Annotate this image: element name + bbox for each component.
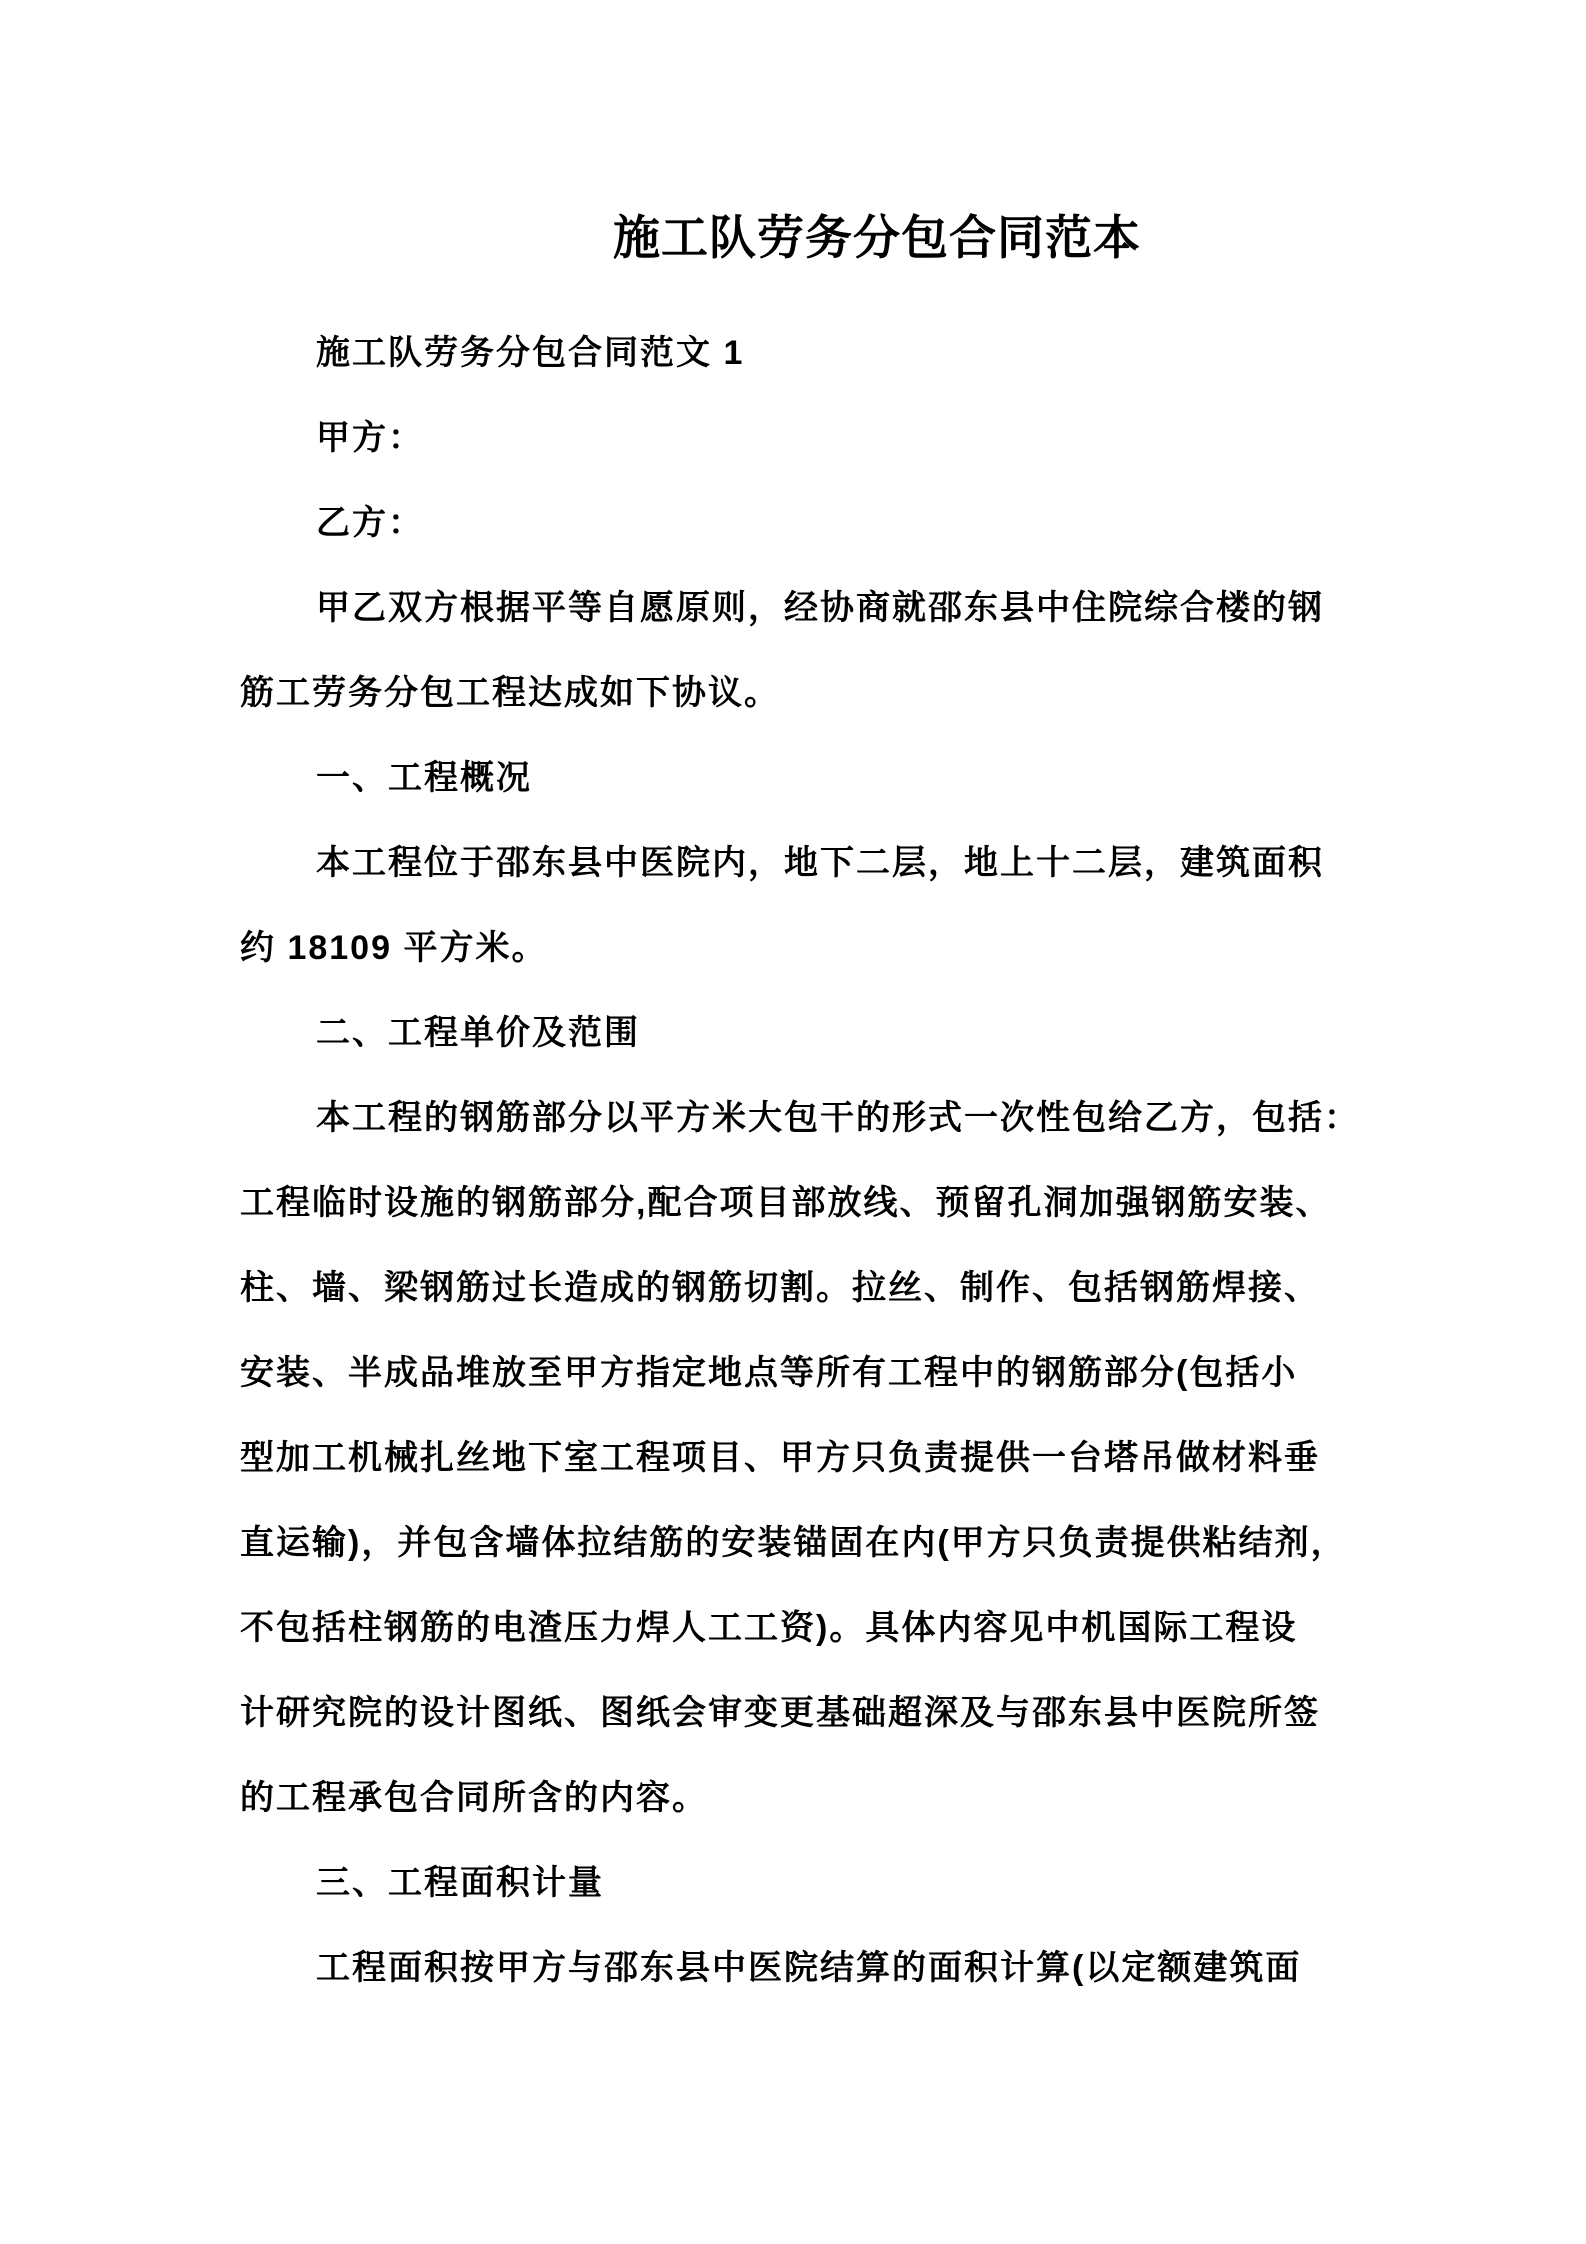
paragraph — [240, 736, 1430, 821]
paragraph-line: 工程面积按甲方与邵东县中医院结算的面积计算(以定额建筑面 — [316, 1948, 1302, 1987]
paragraph-line: 柱、墙、梁钢筋过长造成的钢筋切割。拉丝、制作、包括钢筋焊接、 — [240, 1268, 1320, 1307]
paragraph-line: 直运输)，并包含墙体拉结筋的安装锚固在内(甲方只负责提供粘结剂， — [240, 1523, 1347, 1562]
document-body — [240, 311, 1430, 2011]
paragraph-line: 甲乙双方根据平等自愿原则，经协商就邵东县中住院综合楼的钢 — [316, 588, 1324, 627]
document-title: 施工队劳务分包合同范本 — [613, 211, 1141, 264]
paragraph-line: 型加工机械扎丝地下室工程项目、甲方只负责提供一台塔吊做材料垂 — [240, 1438, 1320, 1477]
paragraph-line: 的工程承包合同所含的内容。 — [240, 1778, 708, 1817]
paragraph — [240, 821, 1430, 991]
paragraph-line: 安装、半成品堆放至甲方指定地点等所有工程中的钢筋部分(包括小 — [240, 1353, 1298, 1392]
paragraph-line: 工程临时设施的钢筋部分,配合项目部放线、预留孔洞加强钢筋安装、 — [240, 1183, 1332, 1222]
paragraph — [240, 1841, 1430, 1926]
paragraph-line: 甲方： — [316, 418, 424, 457]
paragraph-line: 本工程的钢筋部分以平方米大包干的形式一次性包给乙方，包括： — [316, 1098, 1360, 1137]
paragraph-line: 一、工程概况 — [316, 758, 532, 797]
paragraph — [240, 311, 1430, 396]
paragraph-line: 乙方： — [316, 503, 424, 542]
paragraph-line: 施工队劳务分包合同范文 1 — [316, 333, 745, 372]
paragraph-line: 本工程位于邵东县中医院内，地下二层，地上十二层，建筑面积 — [316, 843, 1324, 882]
paragraph-line: 不包括柱钢筋的电渣压力焊人工工资)。具体内容见中机国际工程设 — [240, 1608, 1298, 1647]
paragraph-line: 三、工程面积计量 — [316, 1863, 604, 1902]
paragraph — [240, 991, 1430, 1076]
paragraph — [240, 481, 1430, 566]
paragraph-line: 筋工劳务分包工程达成如下协议。 — [240, 673, 780, 712]
paragraph — [240, 1926, 1430, 2011]
paragraph-line: 约 18109 平方米。 — [240, 928, 548, 967]
paragraph — [240, 1076, 1430, 1841]
paragraph-line: 二、工程单价及范围 — [316, 1013, 640, 1052]
paragraph — [240, 396, 1430, 481]
paragraph — [240, 566, 1430, 736]
paragraph-line: 计研究院的设计图纸、图纸会审变更基础超深及与邵东县中医院所签 — [240, 1693, 1320, 1732]
